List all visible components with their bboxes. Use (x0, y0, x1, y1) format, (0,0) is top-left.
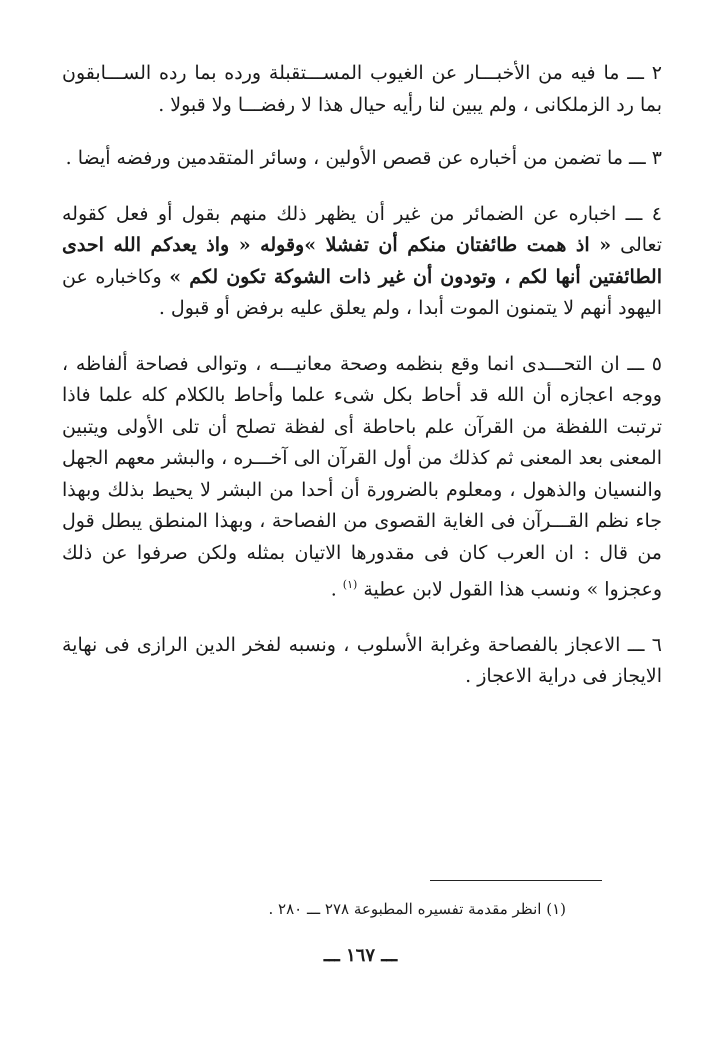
quran-quote: « اذ همت طائفتان منكم أن تفشلا »وقوله « واذ يعدكم الله احدى الطائفتين أنها لكم ، وتودون أن غير ذات الشوكة تكون لكم » (62, 234, 662, 288)
page-body (62, 58, 662, 693)
paragraph-4 (62, 199, 662, 325)
paragraph-3: ٣ ـــ ما تضمن من أخباره عن قصص الأولين ، وسائر المتقدمين ورفضه أيضا . (65, 147, 662, 169)
paragraph-5-end: . (330, 578, 343, 601)
paragraph-4-rest: وكاخباره عن اليهود أنهم لا يتمنون الموت أبدا ، ولم يعلق عليه برفض أو قبول . (62, 265, 662, 319)
paragraph-4-intro: ٤ ـــ اخباره عن الضمائر من غير أن يظهر ذلك منهم بقول أو فعل كقوله تعالى (62, 202, 662, 256)
paragraph-5 (62, 349, 662, 606)
paragraph-2: ٢ ـــ ما فيه من الأخبـــار عن الغيوب المســـتقبلة ورده بما رده الســـابقون بما رد الزملكانى ، ولم يبين لنا رأيه حيال هذا لا رفضـــا ولا قبولا . (62, 62, 662, 116)
footnote: (١) انظر مقدمة تفسيره المطبوعة ٢٧٨ ـــ ٢٨٠ . (268, 900, 566, 918)
page-number: ـــ ١٦٧ ـــ (323, 945, 398, 966)
footnote-ref: (١) (342, 578, 358, 591)
paragraph-5-text: ٥ ـــ ان التحـــدى انما وقع بنظمه وصحة معانيـــه ، وتوالى فصاحة ألفاظه ، ووجه اعجازه أن الله قد أحاط بكل شىء علما وأحاط بالكلام كله علما فاذا ترتبت اللفظة من القرآن علم باحاطة أى لفظة تصلح أن تلى الأولى ويتبين المعنى بعد المعنى ثم كذلك من أول القرآن الى آخـــره ، والبشر معهم الجهل والنسيان والذهول ، ومعلوم بالضرورة أن أحدا من البشر لا يحيط بذلك وبهذا جاء نظم القـــرآن فى الغاية القصوى من الفصاحة ، وبهذا المنطق يبطل قول من قال : ان العرب كان فى مقدورها الاتيان بمثله ولكن صرفوا عن ذلك وعجزوا » ونسب هذا القول لابن عطية (62, 352, 662, 601)
paragraph-6: ٦ ـــ الاعجاز بالفصاحة وغرابة الأسلوب ، ونسبه لفخر الدين الرازى فى نهاية الايجاز فى دراية الاعجاز . (62, 633, 662, 688)
footnote-divider (430, 880, 602, 881)
